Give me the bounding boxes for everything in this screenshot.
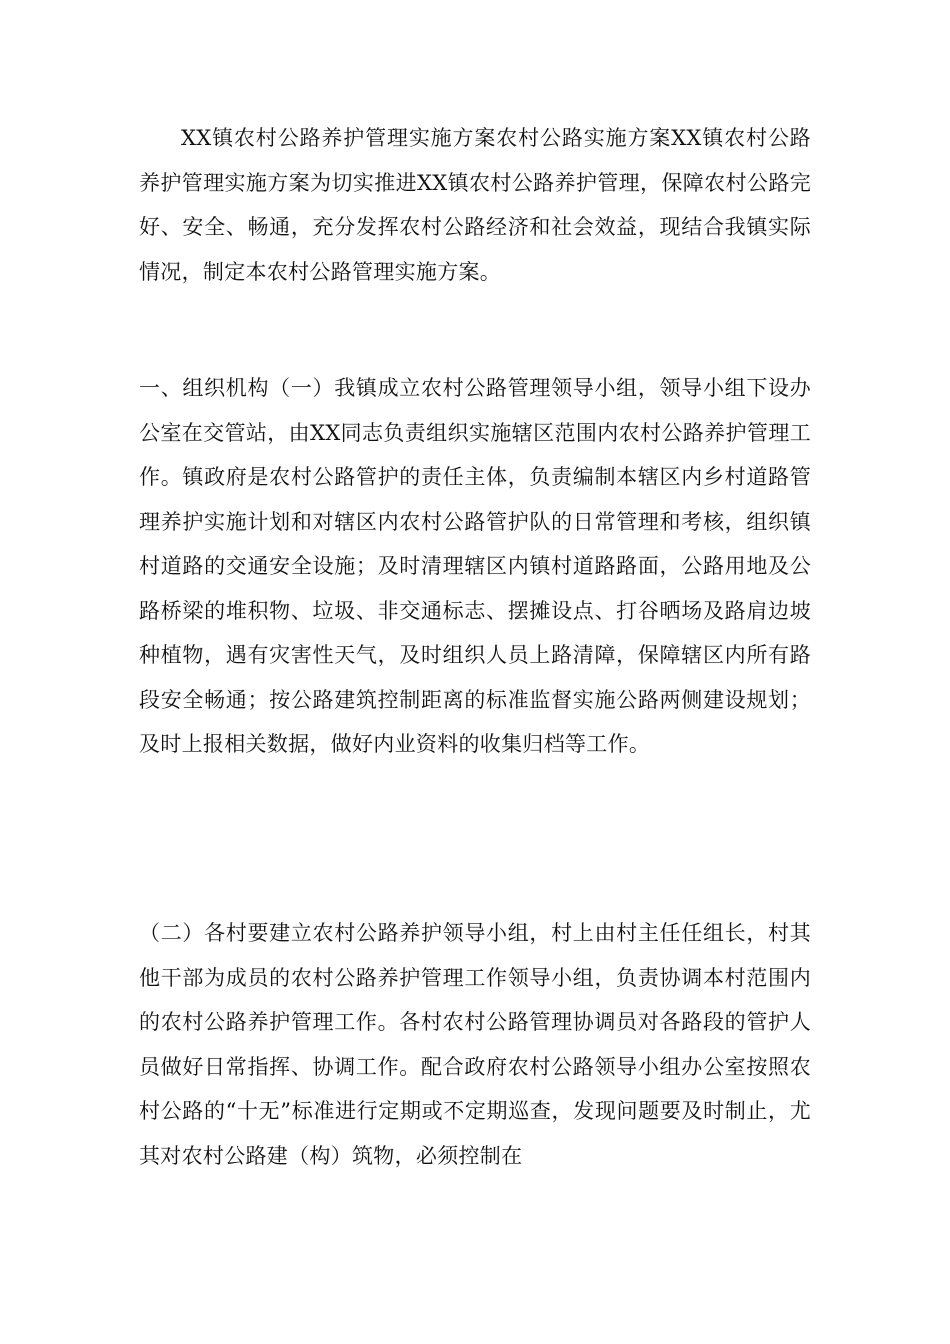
- paragraph-village-groups: （二）各村要建立农村公路养护领导小组，村上由村主任任组长，村其他干部为成员的农村公路养护管理工作领导小组，负责协调本村范围内的农村公路养护管理工作。各村农村公路管理协调员对各路段的管护人员做好日常指挥、协调工作。配合政府农村公路领导小组办公室按照农村公路的“十无”标准进行定期或不定期巡查，发现问题要及时制止，尤其对农村公路建（构）筑物，必须控制在: [139, 921, 811, 1168]
- paragraph-intro: XX镇农村公路养护管理实施方案农村公路实施方案XX镇农村公路养护管理实施方案为切实推进XX镇农村公路养护管理，保障农村公路完好、安全、畅通，充分发挥农村公路经济和社会效益，现结合我镇实际情况，制定本农村公路管理实施方案。: [139, 126, 811, 284]
- paragraph-organization: 一、组织机构（一）我镇成立农村公路管理领导小组，领导小组下设办公室在交管站，由XX同志负责组织实施辖区范围内农村公路养护管理工作。镇政府是农村公路管护的责任主体，负责编制本辖区内乡村道路管理养护实施计划和对辖区内农村公路管护队的日常管理和考核，组织镇村道路的交通安全设施；及时清理辖区内镇村道路路面，公路用地及公路桥梁的堆积物、垃圾、非交通标志、摆摊设点、打谷晒场及路肩边坡种植物，遇有灾害性天气，及时组织人员上路清障，保障辖区内所有路段安全畅通；按公路建筑控制距离的标准监督实施公路两侧建设规划；及时上报相关数据，做好内业资料的收集归档等工作。: [139, 376, 811, 756]
